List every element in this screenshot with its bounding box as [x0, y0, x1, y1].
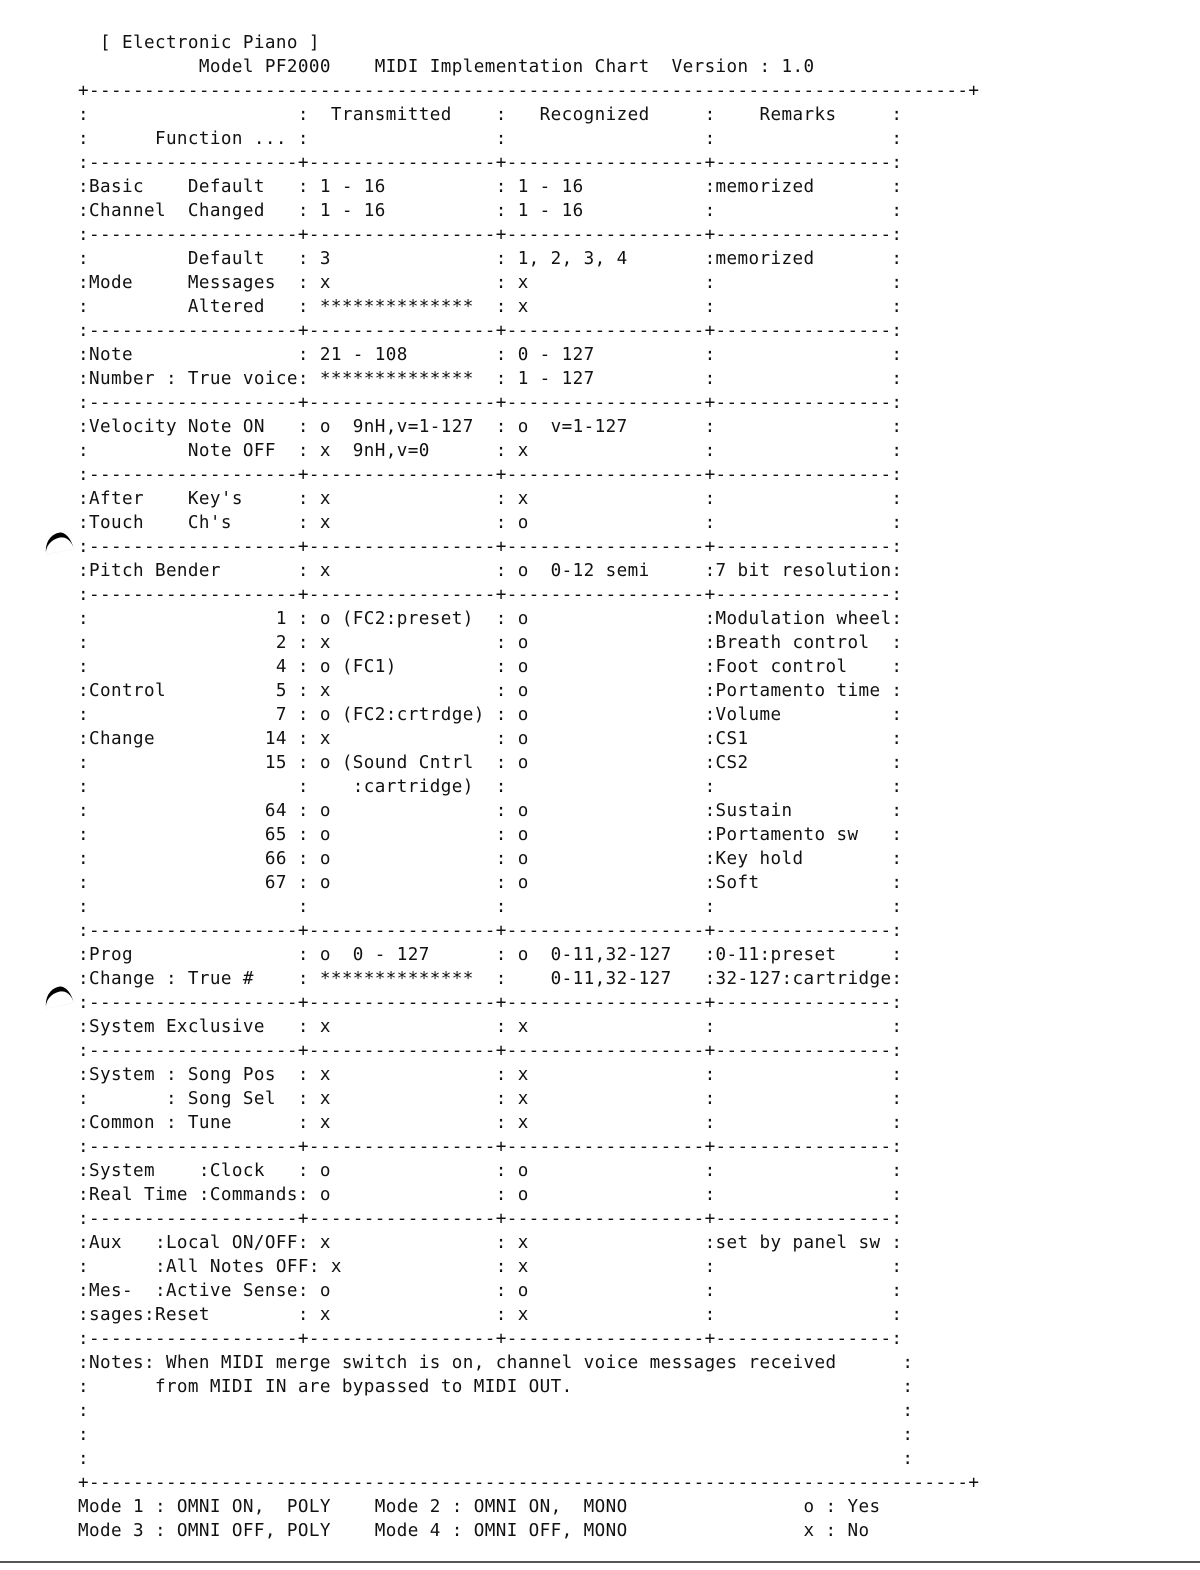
chart-line: :-------------------+-----------------+------------------+----------------: [78, 1041, 903, 1061]
chart-line: :After Key's : x : x : : [78, 489, 903, 509]
chart-line: : Default : 3 : 1, 2, 3, 4 :memorized : [78, 249, 903, 269]
chart-line: :-------------------+-----------------+------------------+----------------: [78, 321, 903, 341]
chart-line: Model PF2000 MIDI Implementation Chart Version : 1.0 [78, 57, 815, 77]
chart-line: :-------------------+-----------------+------------------+----------------: [78, 1329, 903, 1349]
chart-line: : 64 : o : o :Sustain : [78, 801, 903, 821]
chart-line: :Note : 21 - 108 : 0 - 127 : : [78, 345, 903, 365]
chart-line: :Number : True voice: ************** : 1 - 127 : : [78, 369, 903, 389]
chart-line: Mode 1 : OMNI ON, POLY Mode 2 : OMNI ON, MONO o : Yes [78, 1497, 881, 1517]
chart-line: :Change 14 : x : o :CS1 : [78, 729, 903, 749]
chart-line: :Control 5 : x : o :Portamento time : [78, 681, 903, 701]
chart-line: :-------------------+-----------------+------------------+----------------: [78, 465, 903, 485]
chart-line: : 7 : o (FC2:crtrdge) : o :Volume : [78, 705, 903, 725]
page-bottom-rule [0, 1561, 1200, 1563]
chart-line: :Common : Tune : x : x : : [78, 1113, 903, 1133]
chart-line: : : :cartridge) : : : [78, 777, 903, 797]
chart-line: : Altered : ************** : x : : [78, 297, 903, 317]
scan-margin-mark [42, 530, 73, 554]
chart-line: : :All Notes OFF: x : x : : [78, 1257, 903, 1277]
midi-implementation-chart [78, 31, 979, 1543]
chart-line: :Prog : o 0 - 127 : o 0-11,32-127 :0-11:preset : [78, 945, 903, 965]
chart-line: :-------------------+-----------------+------------------+----------------: [78, 1209, 903, 1229]
chart-line: : 67 : o : o :Soft : [78, 873, 903, 893]
chart-line: : Note OFF : x 9nH,v=0 : x : : [78, 441, 903, 461]
chart-line: :-------------------+-----------------+------------------+----------------: [78, 993, 903, 1013]
chart-line: : from MIDI IN are bypassed to MIDI OUT. : [78, 1377, 914, 1397]
chart-line: :-------------------+-----------------+------------------+----------------: [78, 393, 903, 413]
chart-line: [ Electronic Piano ] [78, 33, 320, 53]
chart-line: :-------------------+-----------------+------------------+----------------: [78, 225, 903, 245]
chart-line: : : Song Sel : x : x : : [78, 1089, 903, 1109]
chart-line: :-------------------+-----------------+------------------+----------------: [78, 1137, 903, 1157]
chart-line: :Channel Changed : 1 - 16 : 1 - 16 : : [78, 201, 903, 221]
chart-line: :Aux :Local ON/OFF: x : x :set by panel sw : [78, 1233, 903, 1253]
chart-line: : 4 : o (FC1) : o :Foot control : [78, 657, 903, 677]
chart-line: : 1 : o (FC2:preset) : o :Modulation wheel: [78, 609, 903, 629]
chart-line: :System Exclusive : x : x : : [78, 1017, 903, 1037]
chart-line: +--------------------------------------------------------------------------------+ [78, 81, 980, 101]
chart-line: : : [78, 1425, 914, 1445]
chart-line: :-------------------+-----------------+------------------+----------------: [78, 153, 903, 173]
chart-line: :sages:Reset : x : x : : [78, 1305, 903, 1325]
chart-line: :System :Clock : o : o : : [78, 1161, 903, 1181]
chart-line: : : [78, 1401, 914, 1421]
chart-line: :-------------------+-----------------+------------------+----------------: [78, 537, 903, 557]
chart-line: : 2 : x : o :Breath control : [78, 633, 903, 653]
chart-line: : : : : : [78, 897, 903, 917]
scan-margin-mark [42, 984, 73, 1008]
chart-line: :Touch Ch's : x : o : : [78, 513, 903, 533]
chart-line: :Velocity Note ON : o 9nH,v=1-127 : o v=1-127 : : [78, 417, 903, 437]
chart-line: :-------------------+-----------------+------------------+----------------: [78, 585, 903, 605]
chart-line: :Real Time :Commands: o : o : : [78, 1185, 903, 1205]
chart-line: : 65 : o : o :Portamento sw : [78, 825, 903, 845]
chart-line: : : Transmitted : Recognized : Remarks : [78, 105, 903, 125]
chart-line: Mode 3 : OMNI OFF, POLY Mode 4 : OMNI OFF, MONO x : No [78, 1521, 870, 1541]
chart-line: :Change : True # : ************** : 0-11,32-127 :32-127:cartridge: [78, 969, 903, 989]
chart-line: : Function ... : : : : [78, 129, 903, 149]
chart-line: :Notes: When MIDI merge switch is on, channel voice messages received : [78, 1353, 914, 1373]
chart-line: : : [78, 1449, 914, 1469]
chart-line: : 66 : o : o :Key hold : [78, 849, 903, 869]
chart-line: :Pitch Bender : x : o 0-12 semi :7 bit resolution: [78, 561, 903, 581]
chart-line: :-------------------+-----------------+------------------+----------------: [78, 921, 903, 941]
chart-line: :System : Song Pos : x : x : : [78, 1065, 903, 1085]
chart-line: :Mes- :Active Sense: o : o : : [78, 1281, 903, 1301]
chart-line: : 15 : o (Sound Cntrl : o :CS2 : [78, 753, 903, 773]
chart-line: +--------------------------------------------------------------------------------+ [78, 1473, 980, 1493]
chart-line: :Basic Default : 1 - 16 : 1 - 16 :memorized : [78, 177, 903, 197]
chart-line: :Mode Messages : x : x : : [78, 273, 903, 293]
